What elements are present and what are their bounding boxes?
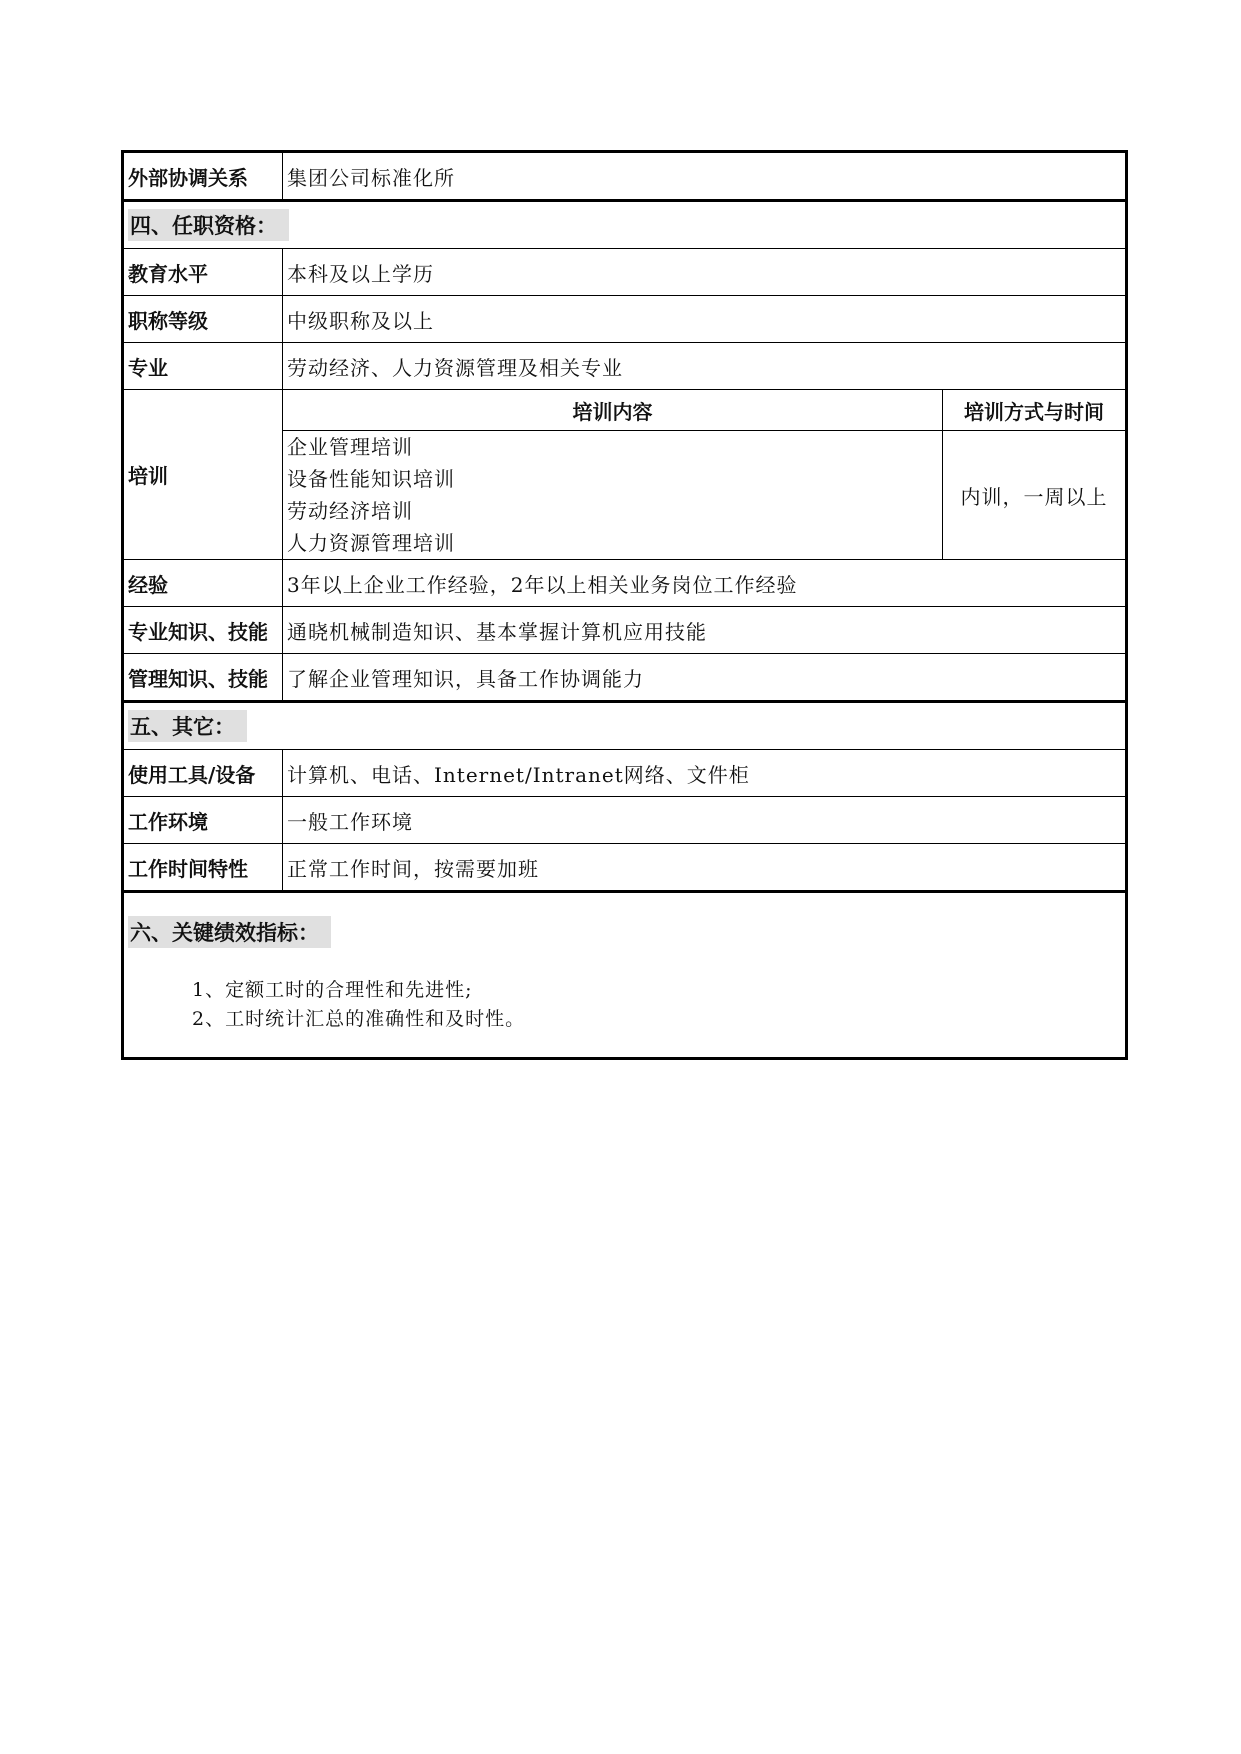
qualification-table bbox=[121, 150, 1128, 1060]
education-row bbox=[123, 249, 1127, 296]
kpi-list bbox=[192, 976, 1121, 1034]
education-value: 本科及以上学历 bbox=[283, 249, 1127, 296]
training-item: 企业管理培训 bbox=[287, 435, 413, 459]
kpi-item: 2、工时统计汇总的准确性和及时性。 bbox=[192, 1008, 526, 1030]
training-item: 劳动经济培训 bbox=[287, 499, 413, 523]
external-row bbox=[123, 152, 1127, 201]
training-label: 培训 bbox=[123, 390, 283, 560]
title-level-label: 职称等级 bbox=[123, 296, 283, 343]
tools-label: 使用工具/设备 bbox=[123, 750, 283, 797]
title-level-row bbox=[123, 296, 1127, 343]
mgmt-skills-label: 管理知识、技能 bbox=[123, 654, 283, 702]
major-label: 专业 bbox=[123, 343, 283, 390]
section4-row bbox=[123, 201, 1127, 249]
external-value: 集团公司标准化所 bbox=[283, 152, 1127, 201]
major-row bbox=[123, 343, 1127, 390]
environment-value: 一般工作环境 bbox=[283, 797, 1127, 844]
major-value: 劳动经济、人力资源管理及相关专业 bbox=[283, 343, 1127, 390]
work-time-value: 正常工作时间，按需要加班 bbox=[283, 844, 1127, 892]
training-item: 人力资源管理培训 bbox=[287, 531, 455, 555]
environment-row bbox=[123, 797, 1127, 844]
tools-row bbox=[123, 750, 1127, 797]
prof-skills-value: 通晓机械制造知识、基本掌握计算机应用技能 bbox=[283, 607, 1127, 654]
kpi-item: 1、定额工时的合理性和先进性; bbox=[192, 979, 473, 1001]
training-method-value: 内训，一周以上 bbox=[943, 431, 1127, 560]
external-label: 外部协调关系 bbox=[123, 152, 283, 201]
section6-title: 六、关键绩效指标： bbox=[128, 916, 331, 948]
experience-label: 经验 bbox=[123, 560, 283, 607]
section5-row bbox=[123, 702, 1127, 750]
training-item: 设备性能知识培训 bbox=[287, 467, 455, 491]
environment-label: 工作环境 bbox=[123, 797, 283, 844]
training-content-list bbox=[283, 431, 943, 560]
training-header-row bbox=[123, 390, 1127, 431]
training-method-header: 培训方式与时间 bbox=[943, 390, 1127, 431]
prof-skills-label: 专业知识、技能 bbox=[123, 607, 283, 654]
work-time-label: 工作时间特性 bbox=[123, 844, 283, 892]
mgmt-skills-row bbox=[123, 654, 1127, 702]
title-level-value: 中级职称及以上 bbox=[283, 296, 1127, 343]
training-content-header: 培训内容 bbox=[283, 390, 943, 431]
experience-value: 3年以上企业工作经验，2年以上相关业务岗位工作经验 bbox=[283, 560, 1127, 607]
tools-value: 计算机、电话、Internet/Intranet网络、文件柜 bbox=[283, 750, 1127, 797]
mgmt-skills-value: 了解企业管理知识，具备工作协调能力 bbox=[283, 654, 1127, 702]
prof-skills-row bbox=[123, 607, 1127, 654]
section6-row bbox=[123, 892, 1127, 1059]
experience-row bbox=[123, 560, 1127, 607]
section4-title: 四、任职资格： bbox=[128, 209, 289, 241]
section5-title: 五、其它： bbox=[128, 710, 247, 742]
education-label: 教育水平 bbox=[123, 249, 283, 296]
work-time-row bbox=[123, 844, 1127, 892]
job-description-sheet bbox=[121, 150, 1125, 1060]
